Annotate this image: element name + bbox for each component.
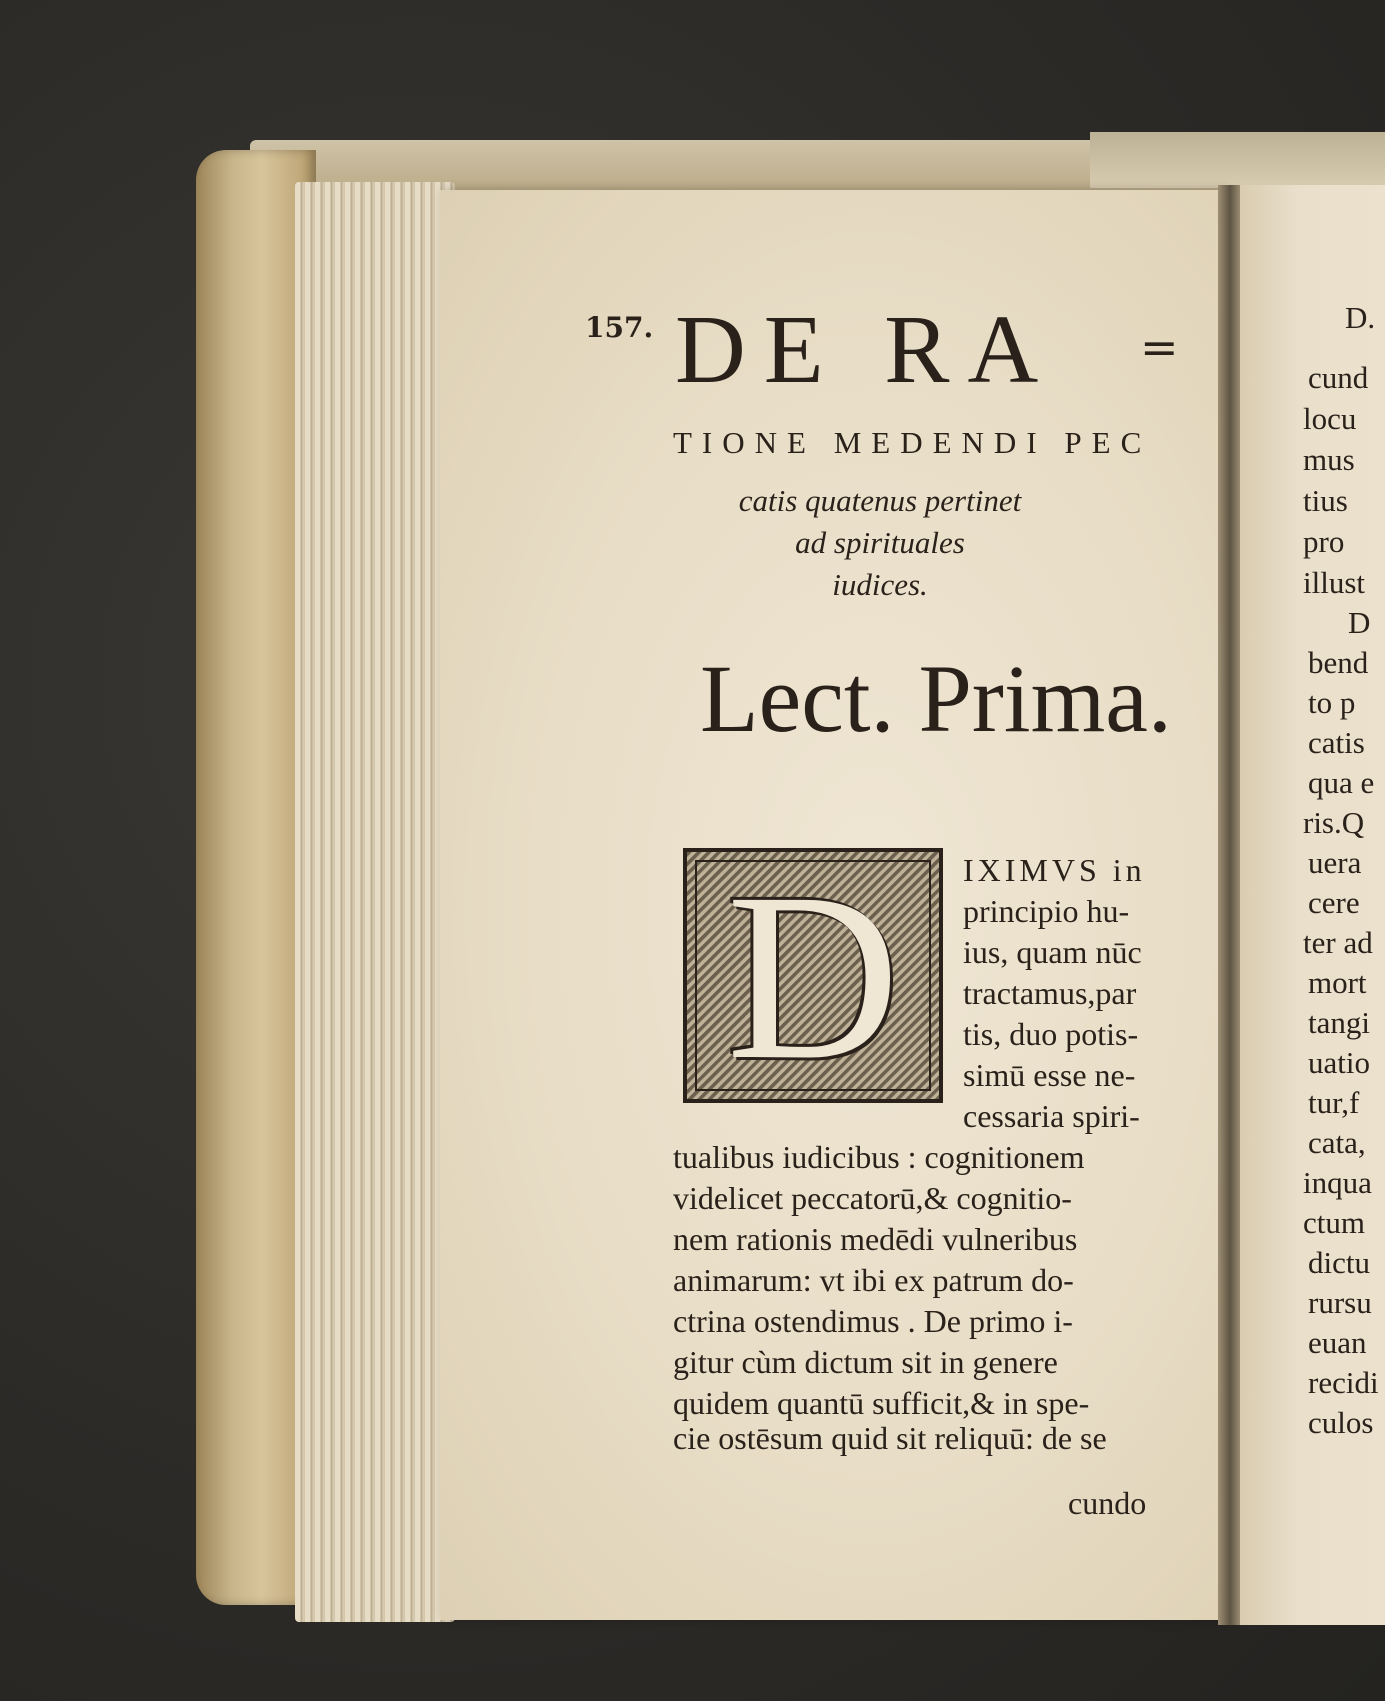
right-page-text bbox=[1240, 185, 1385, 1625]
body-line-11: animarum: vt ibi ex patrum do- bbox=[673, 1262, 1074, 1298]
right-line: cund bbox=[1308, 360, 1369, 395]
body-line-2: principio hu- bbox=[963, 893, 1130, 929]
right-line: cata, bbox=[1308, 1125, 1366, 1160]
body-line-1: IXIMVS in bbox=[963, 852, 1146, 888]
initial-letter: D bbox=[726, 842, 900, 1109]
right-line: tius bbox=[1303, 483, 1348, 518]
right-line: qua e bbox=[1308, 765, 1375, 800]
right-header-fragment: D. bbox=[1345, 300, 1376, 335]
book-gutter bbox=[1218, 185, 1242, 1625]
body-line-6: simū esse ne- bbox=[963, 1057, 1136, 1093]
subtitle-line-3: iudices. bbox=[832, 567, 928, 602]
body-line-8: tualibus iudicibus : cognitionem bbox=[673, 1139, 1085, 1175]
body-line-9: videlicet peccatorū,& cognitio- bbox=[673, 1180, 1072, 1216]
subtitle-caps: TIONE MEDENDI PEC bbox=[673, 425, 1152, 460]
body-line-15: cie ostēsum quid sit reliquū: de se bbox=[673, 1420, 1107, 1456]
right-line: tangi bbox=[1308, 1005, 1370, 1040]
page-title: DE RA bbox=[675, 296, 1057, 404]
catchword: cundo bbox=[1068, 1485, 1147, 1521]
body-line-4: tractamus,par bbox=[963, 975, 1137, 1011]
right-line: to p bbox=[1308, 685, 1356, 720]
subtitle-line-1: catis quatenus pertinet bbox=[738, 483, 1022, 518]
right-line: locu bbox=[1303, 401, 1357, 436]
right-line: tur,f bbox=[1308, 1085, 1360, 1120]
right-line: culos bbox=[1308, 1405, 1374, 1440]
body-line-14: quidem quantū sufficit,& in spe- bbox=[673, 1385, 1090, 1421]
lecture-heading: Lect. Prima. bbox=[700, 645, 1172, 752]
body-line-12: ctrina ostendimus . De primo i- bbox=[673, 1303, 1073, 1339]
right-line: mort bbox=[1308, 965, 1367, 1000]
right-line: bend bbox=[1308, 645, 1369, 680]
title-hyphen: = bbox=[1140, 320, 1179, 374]
right-line: ter ad bbox=[1303, 925, 1373, 960]
page-edges bbox=[295, 182, 455, 1622]
right-line: mus bbox=[1303, 442, 1355, 477]
right-line: ctum bbox=[1303, 1205, 1365, 1240]
right-line: D bbox=[1348, 605, 1371, 640]
binding-strip bbox=[1090, 132, 1385, 188]
right-line: inqua bbox=[1303, 1165, 1372, 1200]
right-line: catis bbox=[1308, 725, 1365, 760]
right-line: dictu bbox=[1308, 1245, 1370, 1280]
subtitle-line-2: ad spirituales bbox=[795, 525, 965, 560]
right-line: recidi bbox=[1308, 1365, 1379, 1400]
right-line: ris.Q bbox=[1303, 805, 1365, 840]
body-line-10: nem rationis medēdi vulneribus bbox=[673, 1221, 1078, 1257]
body-line-13: gitur cùm dictum sit in genere bbox=[673, 1344, 1058, 1380]
right-line: illust bbox=[1303, 565, 1366, 600]
right-line: uatio bbox=[1308, 1045, 1370, 1080]
right-line: uera bbox=[1308, 845, 1362, 880]
body-line-3: ius, quam nūc bbox=[963, 934, 1142, 970]
right-line: cere bbox=[1308, 885, 1360, 920]
right-line: pro bbox=[1303, 524, 1345, 559]
decorated-initial bbox=[683, 842, 943, 1109]
body-line-7: cessaria spiri- bbox=[963, 1098, 1140, 1134]
right-line: rursu bbox=[1308, 1285, 1372, 1320]
body-line-5: tis, duo potis- bbox=[963, 1016, 1139, 1052]
folio-number: 157. bbox=[585, 311, 654, 344]
right-line: euan bbox=[1308, 1325, 1367, 1360]
